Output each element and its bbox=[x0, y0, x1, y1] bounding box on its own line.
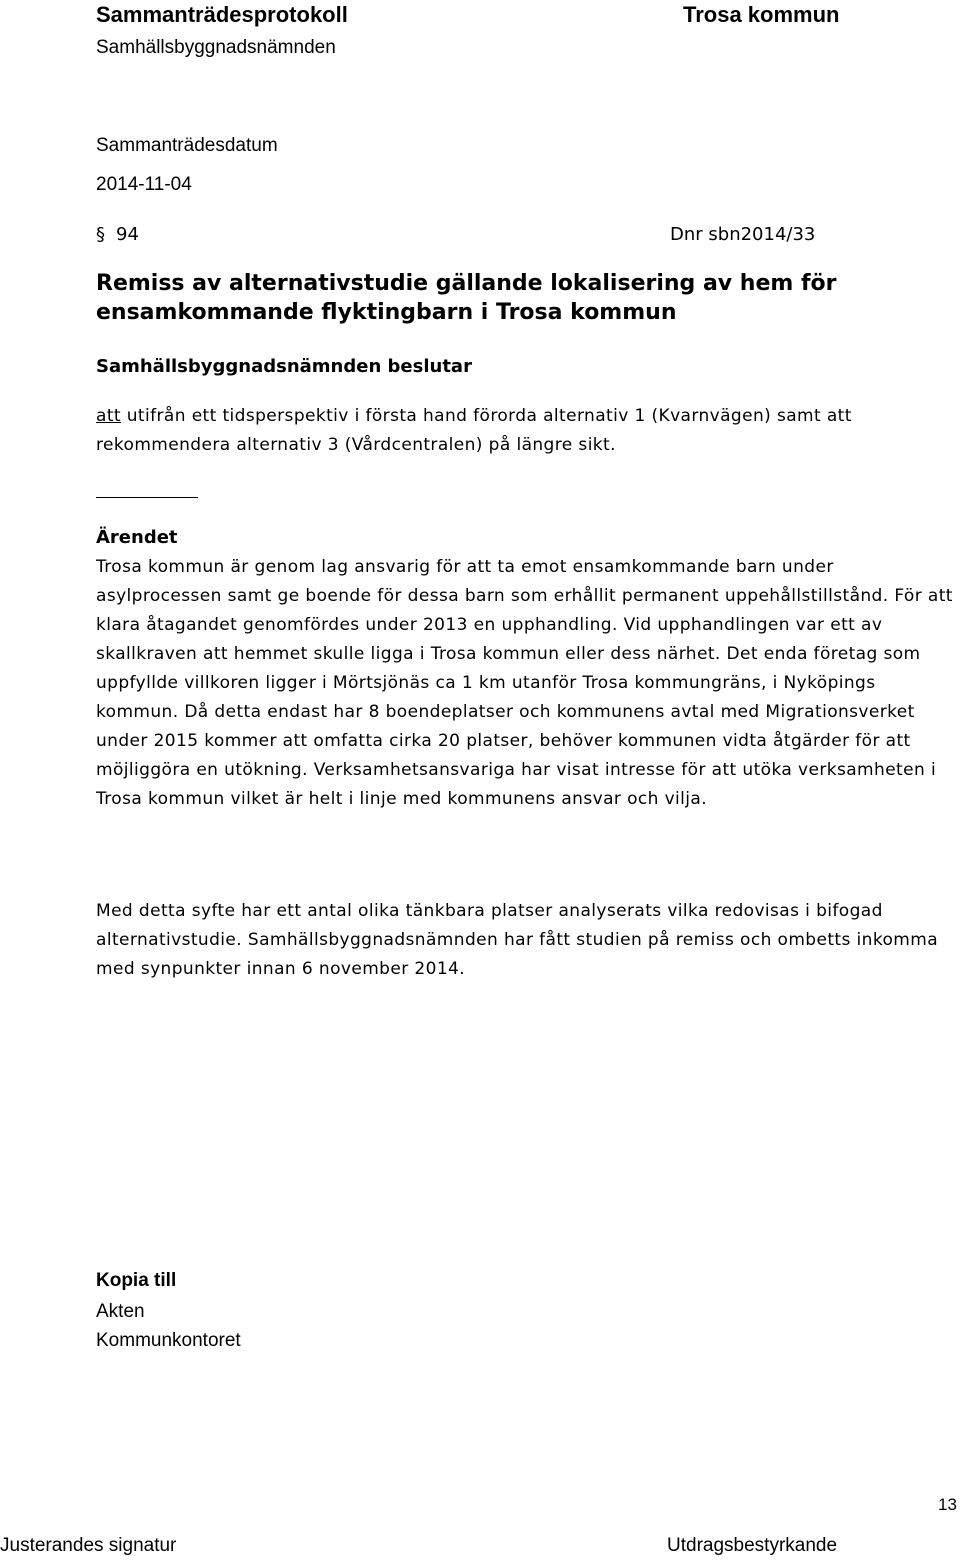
section-divider bbox=[96, 497, 198, 498]
arendet-heading: Ärendet bbox=[96, 527, 178, 548]
matter-heading: Remiss av alternativstudie gällande lokalisering av hem för ensamkommande flyktingbarn i Trosa kommun bbox=[96, 271, 837, 325]
section-symbol: § bbox=[96, 224, 105, 245]
organization-name: Trosa kommun bbox=[683, 2, 840, 27]
diary-number: Dnr sbn2014/33 bbox=[670, 224, 816, 245]
footer-certification-label: Utdragsbestyrkande bbox=[667, 1535, 838, 1556]
decision-body: utifrån ett tidsperspektiv i första hand förorda alternativ 1 (Kvarnvägen) samt att rekommendera alternativ 3 (Vårdcentralen) på längre sikt. bbox=[96, 406, 852, 455]
decision-text bbox=[96, 402, 956, 460]
copy-recipient: Kommunkontoret bbox=[96, 1330, 241, 1351]
copy-recipient: Akten bbox=[96, 1301, 145, 1322]
committee-name: Samhällsbyggnadsnämnden bbox=[96, 37, 336, 58]
decision-heading: Samhällsbyggnadsnämnden beslutar bbox=[96, 356, 472, 377]
copy-to-heading: Kopia till bbox=[96, 1270, 177, 1291]
decision-lead-word: att bbox=[96, 406, 121, 426]
arendet-paragraph-2: Med detta syfte har ett antal olika tänkbara platser analyserats vilka redovisas i bifogad alternativstudie. Samhällsbyggnadsnämnden har fått studien på remiss och ombetts inkomma med synpunkter innan 6 november 2014. bbox=[96, 901, 939, 979]
arendet-paragraph-1: Trosa kommun är genom lag ansvarig för att ta emot ensamkommande barn under asylprocessen samt ge boende för dessa barn som erhållit permanent uppehållstillstånd. För att klara åtagandet genomfördes under 2013 en upphandling. Vid upphandlingen var ett av skallkraven att hemmet skulle ligga i Trosa kommun eller dess närhet. Det enda företag som uppfyllde villkoren ligger i Mörtsjönäs ca 1 km utanför Trosa kommungräns, i Nyköpings kommun. Då detta endast har 8 boendeplatser och kommunens avtal med Migrationsverket under 2015 kommer att omfatta cirka 20 platser, behöver kommunen vidta åtgärder för att möjliggöra en utökning. Verksamhetsansvariga har visat intresse för att utöka verksamheten i Trosa kommun vilket är helt i linje med kommunens ansvar och vilja. bbox=[96, 557, 953, 809]
page-number: 13 bbox=[938, 1495, 957, 1514]
copy-to-list bbox=[96, 1297, 241, 1355]
meeting-date: 2014-11-04 bbox=[96, 174, 192, 195]
footer-signature-label: Justerandes signatur bbox=[0, 1535, 177, 1556]
document-title: Sammanträdesprotokoll bbox=[96, 2, 348, 27]
meeting-date-label: Sammanträdesdatum bbox=[96, 135, 278, 156]
paragraph-number: 94 bbox=[116, 224, 139, 245]
